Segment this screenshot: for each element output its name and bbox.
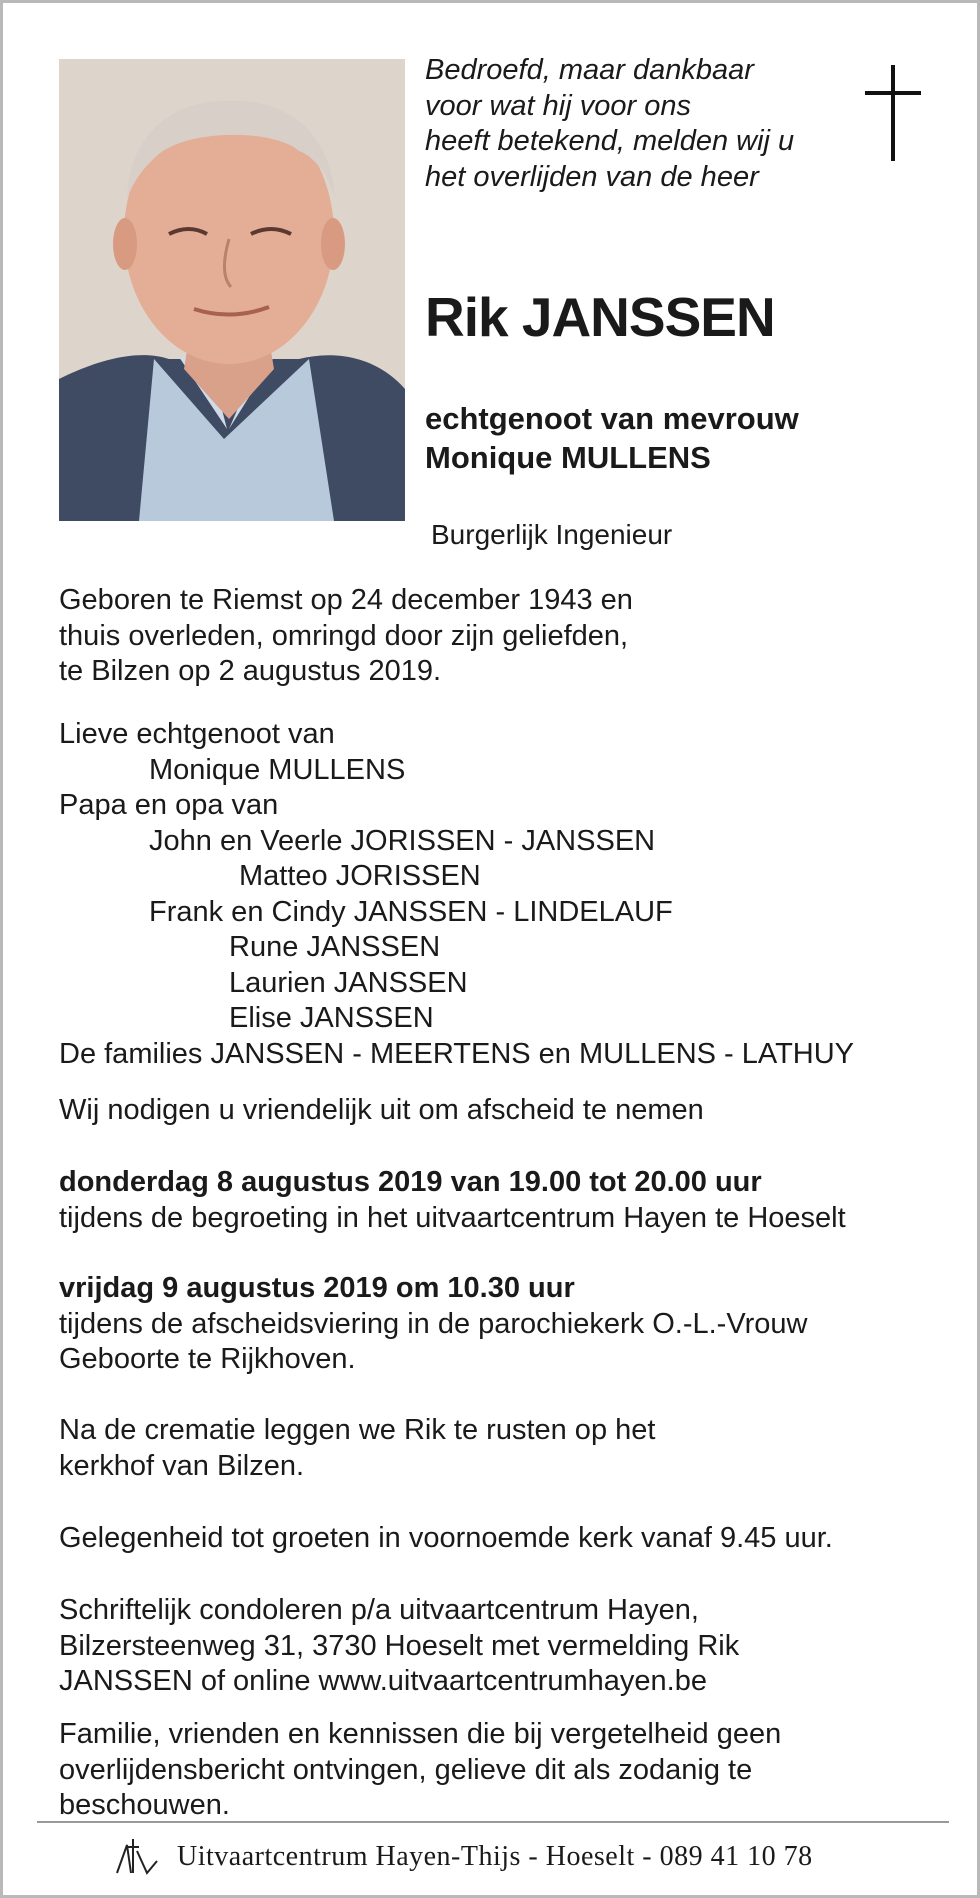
notice-line: Familie, vrienden en kennissen die bij vergetelheid geen — [59, 1718, 782, 1750]
intro-text — [425, 53, 845, 195]
intro-line: heeft betekend, melden wij u — [425, 125, 795, 157]
funeral-home-logo-icon — [113, 1833, 161, 1881]
event-description: tijdens de afscheidsviering in de parochiekerk O.-L.-Vrouw — [59, 1307, 808, 1340]
spouse-line: Monique MULLENS — [425, 440, 711, 475]
cross-icon — [863, 63, 923, 163]
notice-info — [59, 1717, 939, 1824]
greeting-line: Gelegenheid tot groeten in voornoemde kerk vanaf 9.45 uur. — [59, 1522, 833, 1554]
condolence-line: JANSSEN of online www.uitvaartcentrumhayen.be — [59, 1665, 707, 1697]
event-service — [59, 1271, 939, 1378]
deceased-name: Rik JANSSEN — [425, 286, 775, 348]
family-member: De families JANSSEN - MEERTENS en MULLENS - LATHUY — [59, 1037, 855, 1070]
birth-line: te Bilzen op 2 augustus 2019. — [59, 655, 442, 687]
intro-line: voor wat hij voor ons — [425, 89, 691, 122]
birth-line: Geboren te Riemst op 24 december 1943 en — [59, 584, 633, 616]
cremation-info — [59, 1413, 939, 1484]
notice-line: beschouwen. — [59, 1789, 230, 1821]
greeting-info — [59, 1521, 939, 1557]
notice-line: overlijdensbericht ontvingen, gelieve dit als zodanig te — [59, 1753, 753, 1786]
birth-details — [59, 583, 939, 690]
family-member: Matteo JORISSEN — [239, 860, 481, 892]
portrait-photo — [59, 59, 405, 521]
footer-contact: Uitvaartcentrum Hayen-Thijs - Hoeselt - 089 41 10 78 — [177, 1841, 813, 1872]
family-member: Rune JANSSEN — [229, 931, 441, 963]
birth-line: thuis overleden, omringd door zijn geliefden, — [59, 619, 629, 652]
intro-line: het overlijden van de heer — [425, 160, 759, 193]
family-label: Lieve echtgenoot van — [59, 718, 335, 750]
event-visitation — [59, 1165, 939, 1236]
family-member: Elise JANSSEN — [229, 1002, 434, 1034]
spouse-info — [425, 399, 799, 477]
condolence-info — [59, 1593, 939, 1700]
event-description: Geboorte te Rijkhoven. — [59, 1343, 356, 1375]
family-member: Laurien JANSSEN — [229, 966, 468, 999]
cremation-line: Na de crematie leggen we Rik te rusten op het — [59, 1414, 656, 1446]
event-date: donderdag 8 augustus 2019 van 19.00 tot 20.00 uur — [59, 1166, 762, 1198]
event-date: vrijdag 9 augustus 2019 om 10.30 uur — [59, 1272, 575, 1304]
condolence-line: Bilzersteenweg 31, 3730 Hoeselt met vermelding Rik — [59, 1629, 740, 1662]
family-member: Frank en Cindy JANSSEN - LINDELAUF — [149, 895, 673, 928]
invitation — [59, 1093, 939, 1129]
spouse-line: echtgenoot van mevrouw — [425, 401, 799, 436]
intro-line: Bedroefd, maar dankbaar — [425, 54, 754, 86]
footer — [113, 1833, 813, 1881]
cremation-line: kerkhof van Bilzen. — [59, 1449, 305, 1482]
family-label: Papa en opa van — [59, 789, 279, 821]
profession: Burgerlijk Ingenieur — [431, 519, 673, 550]
family-member: John en Veerle JORISSEN - JANSSEN — [149, 824, 656, 857]
invite-line: Wij nodigen u vriendelijk uit om afscheid te nemen — [59, 1094, 704, 1126]
portrait-illustration — [59, 59, 405, 521]
family-member: Monique MULLENS — [149, 753, 406, 786]
event-description: tijdens de begroeting in het uitvaartcentrum Hayen te Hoeselt — [59, 1201, 846, 1234]
condolence-line: Schriftelijk condoleren p/a uitvaartcentrum Hayen, — [59, 1594, 699, 1626]
footer-divider — [37, 1821, 949, 1823]
family-list — [59, 717, 939, 1072]
